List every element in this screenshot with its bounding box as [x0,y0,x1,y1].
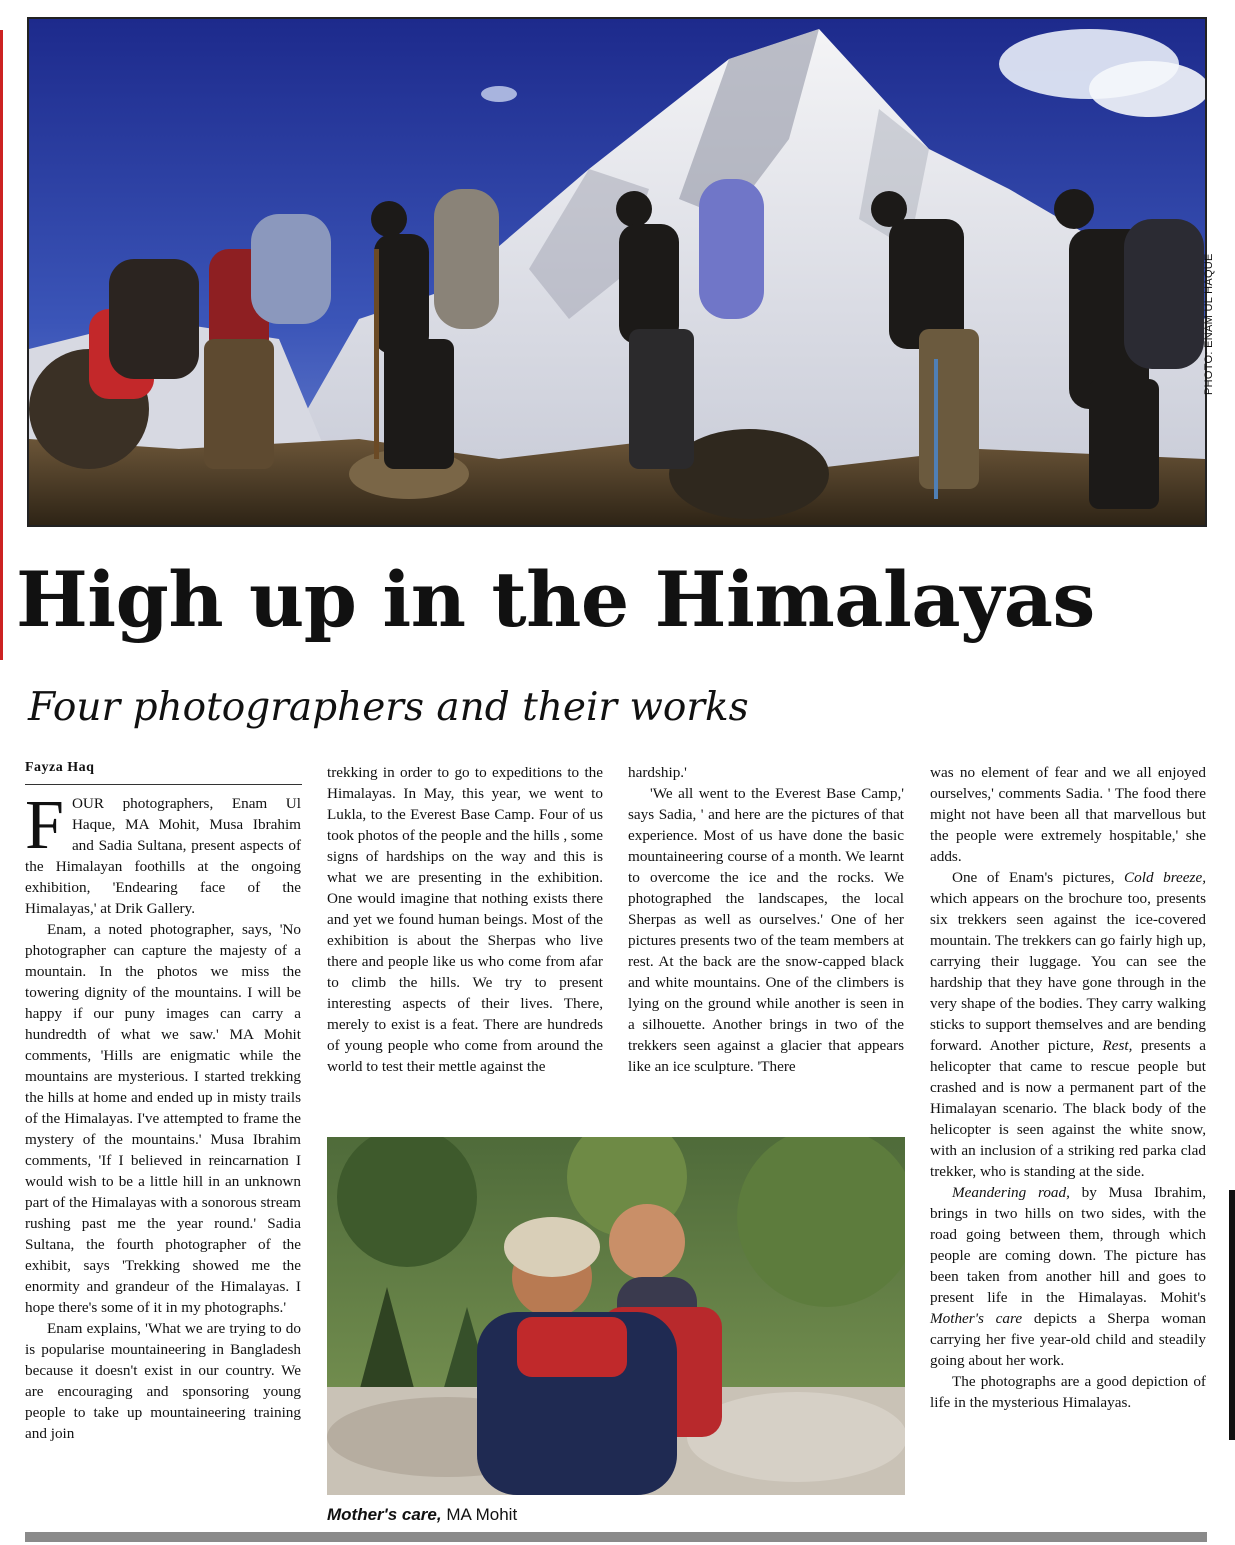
mothers-care-illustration [327,1137,905,1495]
trekkers-illustration [29,19,1205,525]
drop-cap: F [25,787,64,864]
mothers-care-photo [327,1137,905,1495]
byline-rule [25,784,302,785]
photo-caption: Mother's care, MA Mohit [327,1505,518,1524]
paragraph: Enam, a noted photographer, says, 'No photographer can capture the majesty of a mountain. In the photos we miss the towering dignity of the mountains. I will be happy if our puny images can carry a hundredth of what we saw.' MA Mohit comments, 'Hills are enigmatic while the mountains are mysterious. I started trekking the hills at home and ended up in misty trails of the Himalayas. I've attempted to frame the mystery of the mountains.' Musa Ibrahim comments, 'If I believed in reincarnation I would wish to be a little hill in an unknown part of the Himalayas with a sonorous stream rushing past me the year round.' Sadia Sultana, the fourth photographer of the exhibit, says 'Trekking showed me the enormity and grandeur of the Himalayas. I hope there's some of it in my photographs.' [25,921,301,1316]
paragraph: trekking in order to go to expeditions to the Himalayas. In May, this year, we went to Lukla, to the Everest Base Camp. Four of us took photos of the people and the hills , some signs of hardships on the way and this is what we are presenting in the exhibition. One would imagine that nothing exists there and yet we found human beings. Most of the exhibition is about the Sherpas who live there and people like us who come from afar to climb the hills. We try to present interesting aspects of their lives. There, merely to exist is a feat. There are hundreds of young people who come from around the world to test their mettle against the [327,764,603,1075]
headline: High up in the Himalayas [16,555,1095,644]
paragraph: Meandering road, by Musa Ibrahim, brings in two hills on two sides, with the road going between them, through which people are coming down. The picture has been taken from another hill and goes to present life in the Himalayas. Mohit's Mother's care depicts a Sherpa woman carrying her five year-old child and steadily going about her work. [930,1184,1206,1369]
paragraph: hardship.' [628,764,687,781]
paragraph: FOUR photographers, Enam Ul Haque, MA Mohit, Musa Ibrahim and Sadia Sultana, present aspects of the Himalayan foothills at the ongoing exhibition, 'Endearing face of the Himalayas,' at Drik Gallery. [25,787,301,917]
article-column-1 [25,787,301,1444]
trekkers-photo [27,17,1207,527]
photo-credit: PHOTO: ENAM UL HAQUE [1203,253,1215,395]
paragraph: Enam explains, 'What we are trying to do is popularise mountaineering in Bangladesh because it doesn't exist in our country. We are encouraging and sponsoring young people to take up mountaineering training and join [25,1320,301,1442]
subheadline: Four photographers and their works [28,685,749,730]
page-edge-mark [0,30,3,660]
bottom-rule [25,1532,1207,1542]
paragraph: was no element of fear and we all enjoyed ourselves,' comments Sadia. ' The food there might not have been all that marvellous but the people were extremely hospitable,' she adds. [930,764,1206,865]
paragraph: One of Enam's pictures, Cold breeze, which appears on the brochure too, presents six trekkers seen against the ice-covered mountain. The trekkers can go fairly high up, carrying their luggage. You can see the hardship that they have gone through in the very shape of the bodies. They carry walking sticks to support themselves and are bending forward. Another picture, Rest, presents a helicopter that came to rescue people but crashed and is now a permanent part of the Himalayan scenario. The black body of the helicopter is seen against the white snow, with an inclusion of a striking red parka clad trekker, who is standing at the side. [930,869,1206,1180]
article-column-3 [628,762,904,1077]
paragraph: The photographs are a good depiction of life in the mysterious Himalayas. [930,1373,1206,1411]
page-edge-bar [1229,1190,1235,1440]
article-column-2 [327,762,603,1077]
byline: Fayza Haq [25,760,95,775]
paragraph: 'We all went to the Everest Base Camp,' says Sadia, ' and here are the pictures of that experience. Most of us have done the basic mountaineering course of a month. We learnt to overcome the ice and the rocks. We photographed the landscapes, the local Sherpas as well as ourselves.' One of her pictures presents two of the team members at rest. At the back are the snow-capped black and white mountains. One of the climbers is lying on the ground while another is seen in a silhouette. Another brings in two of the trekkers seen against a glacier that appears like an ice sculpture. 'There [628,785,904,1075]
article-column-4 [930,762,1206,1413]
